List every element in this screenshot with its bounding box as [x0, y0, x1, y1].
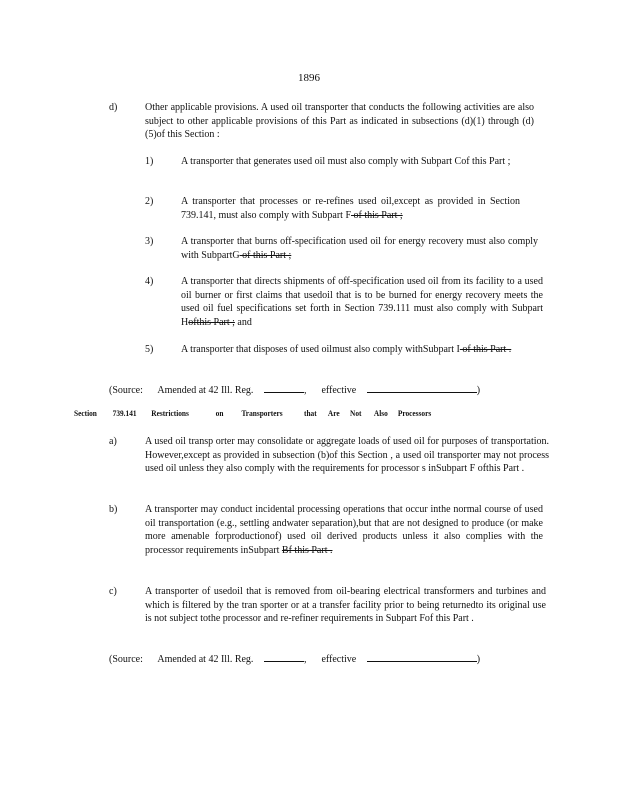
source-close: ): [476, 654, 481, 665]
source-amended: Amended at 42 Ill. Reg.: [157, 385, 254, 396]
subitem-suffix: and: [234, 316, 252, 328]
reg-blank: [264, 652, 304, 662]
subitem-label: 1): [145, 156, 154, 167]
heading-word: Are: [327, 409, 340, 418]
source-prefix: (Source:: [109, 385, 143, 396]
item-d-text: Other applicable provisions. A used oil transporter that conducts the following activities are also subject to other applicable provisions of this Part as indicated in subsections (d)(1) through (d) (5)of this Section :: [145, 102, 534, 140]
source-note: (Source: Amended at 42 Ill. Reg. , effective ): [109, 385, 481, 396]
section-word: Section: [74, 409, 97, 418]
source-prefix: (Source:: [109, 654, 143, 665]
item-label: b): [109, 504, 118, 515]
subitem-text: [181, 155, 520, 169]
reg-blank: [264, 383, 304, 393]
subitem-body: A transporter that directs shipments of off-specification used oil from its facility to a used oil burner or first claims that usedoil that is to be burned for energy recovery meets the used oil fuel specifications set forth in Section 739.111 must also comply with Subpart H: [181, 276, 543, 328]
heading-word: Not: [350, 409, 362, 418]
struck-text: of this Part .: [459, 344, 512, 355]
heading-word: on: [215, 409, 224, 418]
source-note: (Source: Amended at 42 Ill. Reg. , effective ): [109, 654, 481, 665]
source-close: ): [476, 385, 481, 396]
item-body: A transporter of usedoil that is removed from oil-bearing electrical transformers and turbines and which is filtered by the tran sporter or at a transfer facility prior to being returnedto its original use is not subject tothe processor and re-refiner requirements in Subpart Fof this Part .: [145, 586, 546, 624]
subitem-label: 2): [145, 196, 154, 207]
source-amended: Amended at 42 Ill. Reg.: [157, 654, 254, 665]
struck-text: Bf this Part .: [281, 544, 333, 556]
subitem-text: [181, 275, 543, 329]
item-body: A used oil transp orter may consolidate or aggregate loads of used oil for purposes of transportation. However,except as provided in subsection (b)of this Section , a used oil transporter may not process used oil unless they also comply with the requirements for processor s inSubpart F ofthis Part .: [145, 436, 549, 474]
heading-word: Transporters: [241, 409, 283, 418]
source-effective: effective: [321, 654, 357, 665]
subitem-text: [181, 195, 520, 222]
item-d-label: d): [109, 102, 118, 113]
subitem-text: [181, 235, 538, 262]
struck-text: of this Part ;: [351, 209, 403, 221]
heading-word: that: [304, 409, 317, 418]
effective-date-blank: [367, 383, 477, 393]
effective-date-blank: [367, 652, 477, 662]
item-text: [145, 585, 546, 626]
page-number: 1896: [298, 72, 320, 84]
section-number: 739.141: [112, 409, 137, 418]
item-text: [145, 503, 543, 557]
item-label: a): [109, 436, 117, 447]
subitem-label: 5): [145, 344, 154, 355]
source-effective: effective: [321, 385, 357, 396]
struck-text: ofthis Part ;: [188, 316, 235, 328]
heading-word: Restrictions: [151, 409, 189, 418]
item-text: [145, 435, 549, 476]
heading-word: Also: [373, 409, 388, 418]
subitem-label: 3): [145, 236, 154, 247]
subitem-label: 4): [145, 276, 154, 287]
heading-word: Processors: [397, 409, 432, 418]
subitem-text: [181, 343, 533, 357]
struck-text: of this Part ;: [239, 249, 292, 261]
item-label: c): [109, 586, 117, 597]
subitem-body: A transporter that processes or re-refines used oil,except as provided in Section 739.141, must also comply with Subpart F: [181, 196, 520, 221]
subitem-body: A transporter that disposes of used oilmust also comply withSubpart I: [181, 344, 460, 355]
subitem-body: A transporter that burns off-specification used oil for energy recovery must also comply with SubpartG: [181, 236, 538, 261]
subitem-body: A transporter that generates used oil must also comply with Subpart Cof this Part ;: [181, 156, 511, 167]
item-body: A transporter may conduct incidental processing operations that occur inthe normal course of used oil transportation (e.g., settling andwater separation),but that are not designed to produce (or make more amenable forproductionof) used oil derived products unless it also complies with the processor requirements inSubpart: [145, 504, 543, 556]
